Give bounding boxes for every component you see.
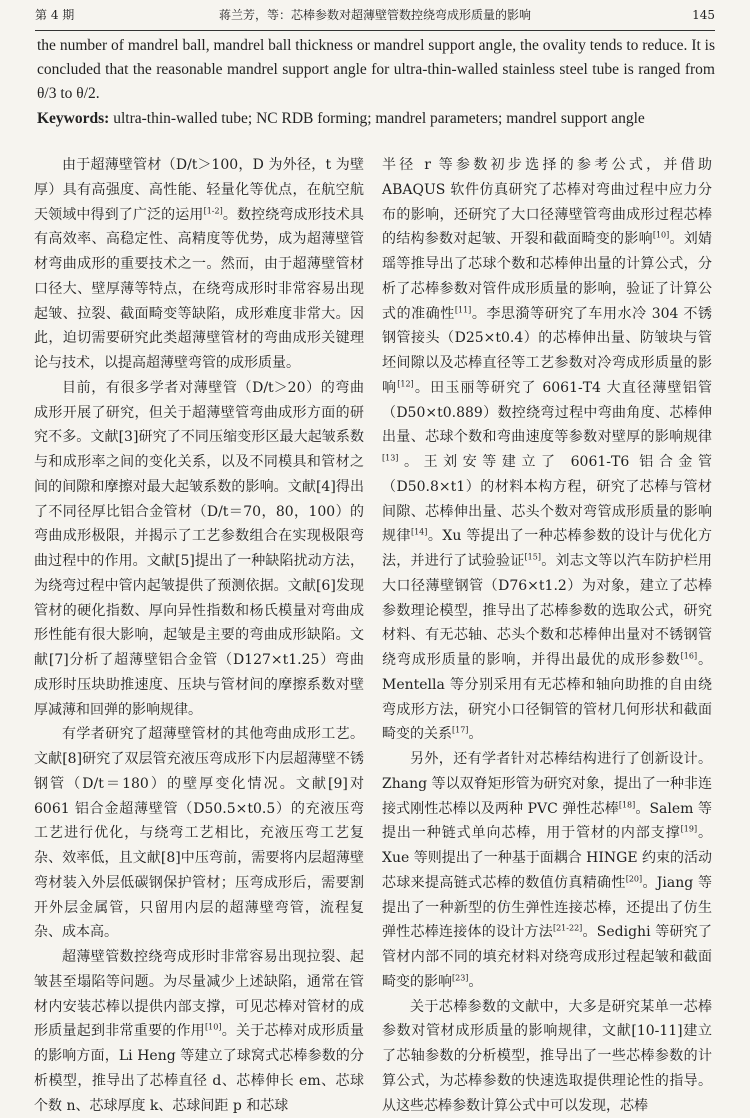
paragraph: 有学者研究了超薄壁管材的其他弯曲成形工艺。文献[8]研究了双层管充液压弯成形下内层超薄壁不锈钢管（D/t＝180）的壁厚变化情况。文献[9]对 6061 铝合金超薄壁管（D50.5×t0.5）的充液压弯工艺进行优化，与绕弯工艺相比，充液压弯工艺复杂、效率低，且文献[8]中压弯前，需要将内层超薄壁弯材装入外层低碳钢保护管材；压弯成形后，需要割开外层金属管，只留用内层的超薄壁弯管，流程复杂、成本高。 [34, 722, 364, 945]
paragraph: 目前，有很多学者对薄壁管（D/t＞20）的弯曲成形开展了研究，但关于超薄壁管弯曲成形方面的研究不多。文献[3]研究了不同压缩变形区最大起皱系数与和成形率之间的变化关系，以及不同模具和管材之间的间隙和摩擦对最大起皱系数的影响。文献[4]得出了不同径厚比铝合金管材（D/t＝70，80，100）的弯曲成形极限，并揭示了工艺参数组合在实现极限弯曲过程中的作用。文献[5]提出了一种缺陷扰动方法，为绕弯过程中管内起皱提供了预测依据。文献[6]发现管材的硬化指数、厚向异性指数和杨氏模量对弯曲成形性能有很大影响，起皱是主要的弯曲成形缺陷。文献[7]分析了超薄壁铝合金管（D127×t1.25）弯曲成形时压块助推速度、压块与管材间的摩擦系数对壁厚减薄和回弹的影响规律。 [34, 376, 364, 723]
running-header [35, 6, 715, 31]
paragraph: 超薄壁管数控绕弯成形时非常容易出现拉裂、起皱甚至塌陷等问题。为尽量减少上述缺陷，通常在管材内安装芯棒以提供内部支撑，可见芯棒对管材的成形质量起到非常重要的作用[10]。关于芯棒对成形质量的影响方面，Li Heng 等建立了球窝式芯棒参数的分析模型，推导出了芯棒直径 d、芯棒伸长 em、芯球个数 n、芯球厚度 k、芯球间距 p 和芯球 [34, 945, 364, 1118]
right-column [382, 153, 712, 1118]
paragraph: 另外，还有学者针对芯棒结构进行了创新设计。Zhang 等以双脊矩形管为研究对象，提出了一种非连接式刚性芯棒以及两种 PVC 弹性芯棒[18]。Salem 等提出一种链式单向芯棒，用于管材的内部支撑[19]。Xue 等则提出了一种基于面耦合 HINGE 约束的活动芯球来提高链式芯棒的数值仿真精确性[20]。Jiang 等提出了一种新型的仿生弹性连接芯棒，还提出了仿生弹性芯棒连接体的设计方法[21-22]。Sedighi 等研究了管材内部不同的填充材料对绕弯成形过程起皱和截面畸变的影响[23]。 [382, 747, 712, 995]
abstract-continuation: the number of mandrel ball, mandrel ball thickness or mandrel support angle, the ovality tends to reduce. It is concluded that the reasonable mandrel support angle for ultra-thin-walled stainless steel tube is ranged from θ/3 to θ/2. [37, 34, 715, 106]
page-number: 145 [692, 6, 715, 24]
running-title: 蒋兰芳，等：芯棒参数对超薄壁管数控绕弯成形质量的影响 [35, 6, 715, 24]
paragraph: 由于超薄壁管材（D/t＞100，D 为外径，t 为壁厚）具有高强度、高性能、轻量化等优点，在航空航天领域中得到了广泛的运用[1-2]。数控绕弯成形技术具有高效率、高稳定性、高精度等优势，成为超薄壁管材弯曲成形的重要技术之一。然而，由于超薄壁管材口径大、壁厚薄等特点，在绕弯成形时非常容易出现起皱、拉裂、截面畸变等缺陷，成形难度非常大。因此，迫切需要研究此类超薄壁管材的弯曲成形关键理论与技术，以提高超薄壁弯管的成形质量。 [34, 153, 364, 376]
issue-number: 第 4 期 [35, 6, 74, 24]
left-column [34, 153, 364, 1118]
keywords-line [37, 107, 727, 131]
keywords-text: ultra-thin-walled tube; NC RDB forming; mandrel parameters; mandrel support angle [113, 110, 645, 127]
paragraph: 半径 r 等参数初步选择的参考公式，并借助 ABAQUS 软件仿真研究了芯棒对弯曲过程中应力分布的影响，还研究了大口径薄壁管弯曲成形过程芯棒的结构参数对起皱、开裂和截面畸变的影响[10]。刘婧瑶等推导出了芯球个数和芯棒伸出量的计算公式，分析了芯棒参数对管件成形质量的影响，验证了计算公式的准确性[11]。李思漪等研究了车用水冷 304 不锈钢管接头（D25×t0.4）的芯棒伸出量、防皱块与管坯间隙以及芯棒直径等工艺参数对冷弯成形质量的影响[12]。田玉丽等研究了 6061-T4 大直径薄壁铝管（D50×t0.889）数控绕弯过程中弯曲角度、芯棒伸出量、芯球个数和弯曲速度等参数对壁厚的影响规律[13]。王刘安等建立了 6061-T6 铝合金管（D50.8×t1）的材料本构方程，研究了芯棒与管材间隙、芯棒伸出量、芯头个数对弯管成形质量的影响规律[14]。Xu 等提出了一种芯棒参数的设计与优化方法，并进行了试验验证[15]。刘志文等以汽车防护栏用大口径薄壁钢管（D76×t1.2）为对象，建立了芯棒参数理论模型，推导出了芯棒参数的选取公式，研究材料、有无芯轴、芯头个数和芯棒伸出量对不锈钢管绕弯成形质量的影响，并得出最优的成形参数[16]。Mentella 等分别采用有无芯棒和轴向助推的自由绕弯成形方法，研究小口径铜管的管材几何形状和截面畸变的关系[17]。 [382, 153, 712, 747]
keywords-label: Keywords: [37, 110, 109, 127]
paragraph: 关于芯棒参数的文献中，大多是研究某单一芯棒参数对管材成形质量的影响规律，文献[10-11]建立了芯轴参数的分析模型，推导出了一些芯棒参数的计算公式，为芯棒参数的快速选取提供理论性的指导。从这些芯棒参数计算公式中可以发现，芯棒 [382, 995, 712, 1118]
